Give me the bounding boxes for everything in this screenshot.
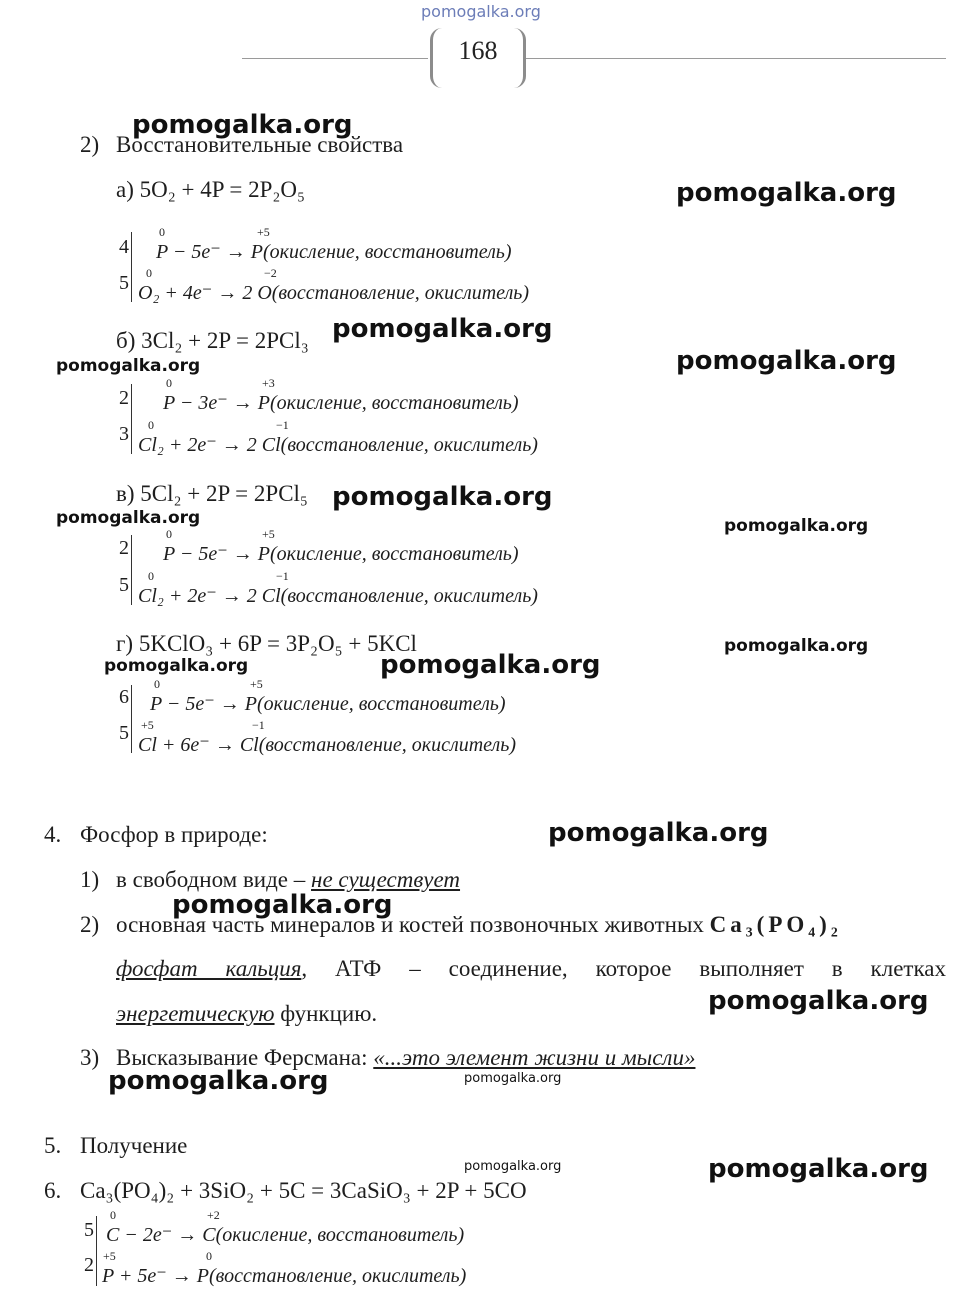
ox-6-2-left: +5 <box>103 1249 116 1263</box>
header-site-link[interactable]: pomogalka.org <box>421 2 541 21</box>
watermark: pomogalka.org <box>464 1071 562 1086</box>
reaction-b1: P − 3e⁻ → P(окисление, восстановитель) <box>163 392 519 414</box>
reaction-a1: P − 5e⁻ → P(окисление, восстановитель) <box>156 241 512 263</box>
ox-c2-left: 0 <box>148 569 154 583</box>
equation-b: б) 3Cl₂ + 2P = 2PCl₃ <box>116 328 309 353</box>
balance-bar-6 <box>96 1216 97 1286</box>
item-4-1-text: в свободном виде – <box>116 867 306 892</box>
ox-c1-right: +5 <box>262 527 275 541</box>
section-4-label: 4. <box>44 822 62 847</box>
item-4-2-mid: , АТФ – соединение, которое выполняет в клетках <box>301 956 946 981</box>
watermark: pomogalka.org <box>724 516 869 536</box>
watermark: pomogalka.org <box>56 356 201 376</box>
watermark: pomogalka.org <box>676 346 897 376</box>
coef-d2: 5 <box>119 722 129 744</box>
reaction-6-1: C − 2e⁻ → C(окисление, восстановитель) <box>106 1224 465 1246</box>
balance-bar-d <box>131 685 132 753</box>
balance-bar-b <box>131 384 132 454</box>
reaction-d1: P − 5e⁻ → P(окисление, восстановитель) <box>150 693 506 715</box>
section-2-title: Восстановительные свойства <box>116 132 404 157</box>
item-4-2-end: функцию. <box>280 1001 378 1026</box>
ox-d2-left: +5 <box>141 718 154 732</box>
watermark: pomogalka.org <box>56 508 201 528</box>
item-4-1-label: 1) <box>80 867 100 892</box>
item-4-2-line3 <box>116 1001 377 1027</box>
item-4-3-text: Высказывание Ферсмана: <box>116 1045 368 1070</box>
coef-b1: 2 <box>119 387 129 409</box>
coef-c2: 5 <box>119 574 129 596</box>
section-5-label: 5. <box>44 1133 62 1158</box>
reaction-6-2: P + 5e⁻ → P(восстановление, окислитель) <box>102 1265 467 1287</box>
ox-a2-left: 0 <box>146 266 152 280</box>
balance-bar-a <box>131 232 132 302</box>
item-4-3-answer: «...это элемент жизни и мысли» <box>373 1045 696 1070</box>
ox-b1-left: 0 <box>166 376 172 390</box>
reaction-b2: Cl₂ + 2e⁻ → 2 Cl(восстановление, окислитель) <box>138 434 538 456</box>
watermark: pomogalka.org <box>332 314 553 344</box>
ox-c1-left: 0 <box>166 527 172 541</box>
item-4-2-answer1: фосфат кальция <box>116 956 302 981</box>
equation-a: а) 5O₂ + 4P = 2P₂O₅ <box>116 177 306 202</box>
item-4-1-answer: не существует <box>311 867 461 892</box>
section-6-label: 6. <box>44 1178 62 1203</box>
ox-b1-right: +3 <box>262 376 275 390</box>
coef-6-1: 5 <box>84 1219 94 1241</box>
watermark: pomogalka.org <box>108 1066 329 1096</box>
watermark: pomogalka.org <box>548 818 769 848</box>
ox-a1-right: +5 <box>257 225 270 239</box>
watermark: pomogalka.org <box>708 1154 929 1184</box>
reaction-d2: Cl + 6e⁻ → Cl(восстановление, окислитель) <box>138 734 516 756</box>
ox-a1-left: 0 <box>159 225 165 239</box>
ox-6-1-right: +2 <box>207 1208 220 1222</box>
ox-b2-right: −1 <box>276 418 289 432</box>
item-4-2-answer2: энергетическую <box>116 1001 275 1026</box>
calcium-phosphate-formula: Ca₃(PO₄)₂ <box>709 912 842 937</box>
item-4-2-text: основная часть минералов и костей позвоночных животных <box>116 912 704 937</box>
ox-a2-right: −2 <box>264 266 277 280</box>
item-4-2-label: 2) <box>80 912 100 937</box>
header-rule-right <box>522 58 946 59</box>
coef-c1: 2 <box>119 537 129 559</box>
balance-bar-c <box>131 535 132 605</box>
page-number: 168 <box>458 36 498 65</box>
ox-c2-right: −1 <box>276 569 289 583</box>
ox-b2-left: 0 <box>148 418 154 432</box>
ox-6-1-left: 0 <box>110 1208 116 1222</box>
ox-d1-left: 0 <box>154 677 160 691</box>
item-4-3-label: 3) <box>80 1045 100 1070</box>
coef-d1: 6 <box>119 686 129 708</box>
item-4-2-line2 <box>116 956 946 982</box>
ox-d1-right: +5 <box>250 677 263 691</box>
reaction-c1: P − 5e⁻ → P(окисление, восстановитель) <box>163 543 519 565</box>
coef-a1: 4 <box>119 236 129 258</box>
watermark: pomogalka.org <box>676 178 897 208</box>
coef-6-2: 2 <box>84 1254 94 1276</box>
watermark: pomogalka.org <box>724 636 869 656</box>
coef-a2: 5 <box>119 272 129 294</box>
watermark: pomogalka.org <box>104 656 249 676</box>
ox-6-2-right: 0 <box>206 1249 212 1263</box>
coef-b2: 3 <box>119 423 129 445</box>
ox-d2-right: −1 <box>252 718 265 732</box>
reaction-c2: Cl₂ + 2e⁻ → 2 Cl(восстановление, окислитель) <box>138 585 538 607</box>
reaction-a2: O₂ + 4e⁻ → 2 O(восстановление, окислитель) <box>138 282 530 304</box>
watermark: pomogalka.org <box>380 650 601 680</box>
equation-6: Ca₃(PO₄)₂ + 3SiO₂ + 5C = 3CaSiO₃ + 2P + 5CO <box>80 1178 527 1203</box>
section-2-label: 2) <box>80 132 100 157</box>
equation-c: в) 5Cl₂ + 2P = 2PCl₅ <box>116 481 308 506</box>
section-5-title: Получение <box>80 1133 188 1158</box>
watermark: pomogalka.org <box>172 890 393 920</box>
header-rule-left <box>242 58 428 59</box>
section-4-title: Фосфор в природе: <box>80 822 268 847</box>
watermark: pomogalka.org <box>132 110 353 140</box>
watermark: pomogalka.org <box>332 482 553 512</box>
watermark: pomogalka.org <box>708 986 929 1016</box>
watermark: pomogalka.org <box>464 1159 562 1174</box>
equation-d: г) 5KClO₃ + 6P = 3P₂O₅ + 5KCl <box>116 631 417 656</box>
